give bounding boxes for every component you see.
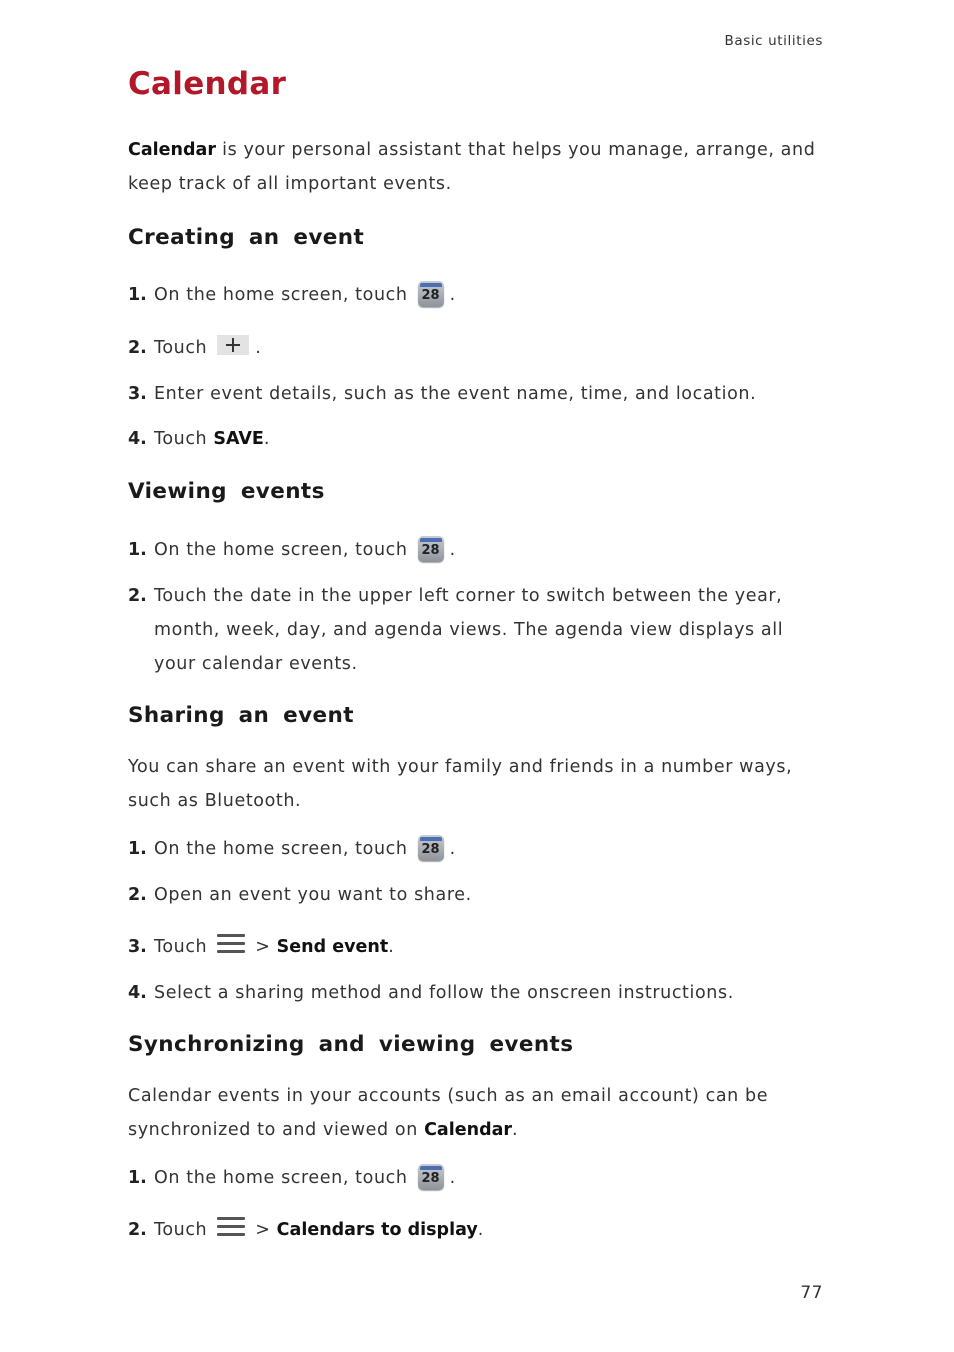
sync-intro: Calendar events in your accounts (such as an email account) can be synchronized to and viewed on Calendar.	[128, 1086, 769, 1140]
sharing-step-4: 4. Select a sharing method and follow the onscreen instructions.	[128, 983, 734, 1003]
heading-viewing-events: Viewing events	[128, 479, 325, 504]
creating-step-4: 4. Touch SAVE.	[128, 429, 271, 449]
sharing-intro: You can share an event with your family and friends in a number ways, such as Bluetooth.	[128, 757, 793, 811]
save-label: SAVE	[213, 429, 264, 449]
calendar-app-icon: 28	[418, 281, 444, 307]
calendar-app-icon: 28	[418, 835, 444, 861]
menu-icon	[217, 1217, 245, 1237]
intro-paragraph: Calendar is your personal assistant that helps you manage, arrange, and keep track of all important events.	[128, 140, 816, 194]
sync-step-1: 1. On the home screen, touch 28 .	[128, 1161, 828, 1195]
creating-step-3: 3. Enter event details, such as the event name, time, and location.	[128, 384, 757, 404]
app-name: Calendar	[424, 1120, 513, 1140]
sync-step-2: 2. Touch > Calendars to display.	[128, 1213, 828, 1247]
section-header: Basic utilities	[724, 33, 823, 49]
heading-sync-events: Synchronizing and viewing events	[128, 1032, 574, 1057]
menu-icon	[217, 934, 245, 954]
creating-step-2: 2. Touch .	[128, 331, 828, 365]
calendar-app-icon: 28	[418, 1164, 444, 1190]
viewing-step-2: 2. Touch the date in the upper left corner to switch between the year, month, week, day, and agenda views. The agenda view displays all your calendar events.	[128, 586, 784, 674]
page-title: Calendar	[128, 66, 287, 102]
sharing-step-2: 2. Open an event you want to share.	[128, 885, 472, 905]
calendar-app-icon: 28	[418, 536, 444, 562]
sharing-step-1: 1. On the home screen, touch 28 .	[128, 832, 828, 866]
heading-creating-event: Creating an event	[128, 225, 365, 250]
viewing-step-1: 1. On the home screen, touch 28 .	[128, 533, 828, 567]
app-name: Calendar	[128, 140, 216, 160]
page-number: 77	[800, 1283, 823, 1303]
heading-sharing-event: Sharing an event	[128, 703, 354, 728]
creating-step-1: 1. On the home screen, touch 28 .	[128, 278, 828, 312]
sharing-step-3: 3. Touch > Send event.	[128, 930, 828, 964]
calendars-to-display-label: Calendars to display	[276, 1220, 478, 1240]
send-event-label: Send event	[276, 937, 389, 957]
add-icon	[217, 335, 249, 355]
